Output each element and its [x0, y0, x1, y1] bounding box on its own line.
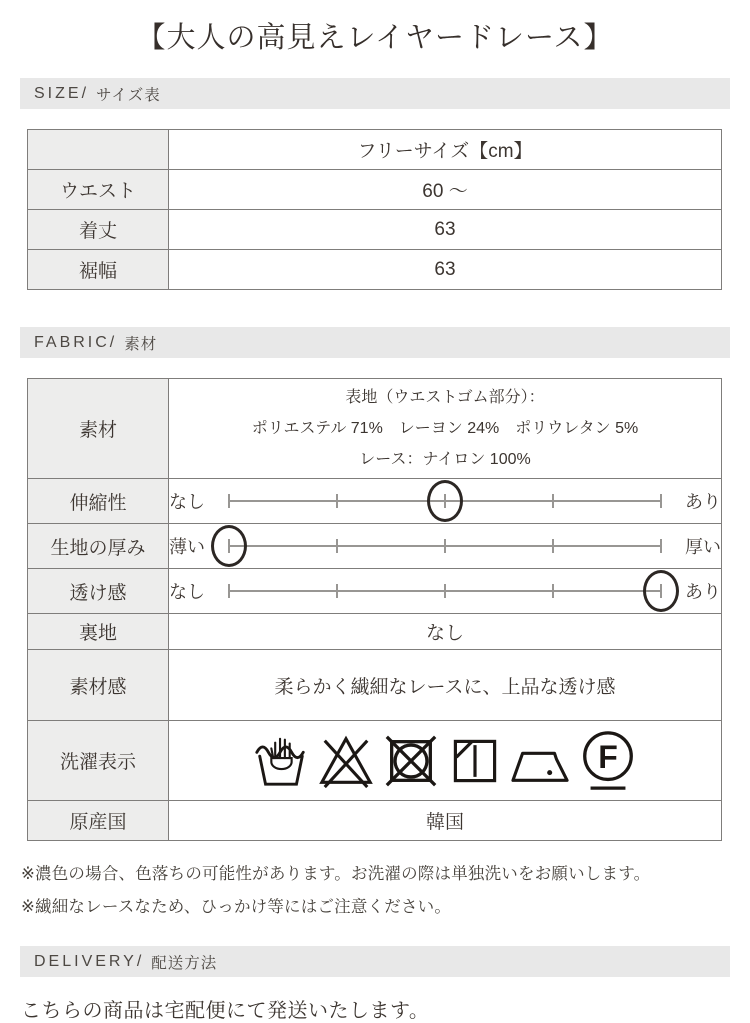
care-notes — [21, 858, 729, 924]
table-row — [28, 250, 722, 290]
table-row — [28, 569, 722, 614]
sheerness-scale — [169, 569, 721, 613]
material-line-3: レース：ナイロン 100% — [359, 451, 531, 469]
note-line-2: ※繊細なレースなため、ひっかけ等にはご注意ください。 — [21, 898, 452, 917]
section-header-fabric — [20, 327, 730, 358]
do-not-bleach-icon — [317, 732, 375, 790]
thickness-scale — [169, 524, 721, 568]
scale-marker-circle-icon — [427, 480, 463, 522]
scale-min-label: なし — [169, 582, 205, 603]
fabric-row-stretch-label: 伸縮性 — [28, 479, 169, 524]
section-header-fabric-en: FABRIC/ — [34, 333, 118, 351]
scale-max-label: 厚い — [685, 537, 721, 558]
iron-low-heat-icon — [510, 732, 570, 790]
table-row — [28, 170, 722, 210]
material-line-1: 表地（ウエストゴム部分）： — [345, 388, 545, 406]
table-row — [28, 721, 722, 801]
section-header-fabric-ja: 素材 — [124, 335, 158, 353]
fabric-row-stretch-scale — [169, 479, 722, 524]
scale-min-label: なし — [169, 492, 205, 513]
section-header-size-ja: サイズ表 — [96, 86, 161, 104]
hand-wash-icon — [252, 732, 310, 790]
size-row-hem-value: 63 — [169, 250, 722, 290]
size-table — [27, 129, 722, 290]
fabric-row-texture-value: 柔らかく繊細なレースに、上品な透け感 — [169, 650, 722, 721]
scale-marker-circle-icon — [211, 525, 247, 567]
laundry-symbols — [169, 729, 721, 793]
material-line-2: ポリエステル 71% レーヨン 24% ポリウレタン 5% — [251, 420, 639, 438]
fabric-row-thickness-label: 生地の厚み — [28, 524, 169, 569]
note-line-1: ※濃色の場合、色落ちの可能性があります。お洗濯の際は単独洗いをお願いします。 — [21, 865, 651, 884]
table-row — [28, 524, 722, 569]
scale-track — [229, 524, 661, 568]
fabric-row-care-label: 洗濯表示 — [28, 721, 169, 801]
fabric-row-sheerness-label: 透け感 — [28, 569, 169, 614]
svg-text:F: F — [597, 738, 618, 775]
table-row — [28, 650, 722, 721]
size-row-length-label: 着丈 — [28, 210, 169, 250]
section-header-delivery-ja: 配送方法 — [151, 954, 218, 972]
hang-dry-in-shade-icon — [447, 733, 503, 789]
scale-max-label: あり — [685, 582, 721, 603]
fabric-row-thickness-scale — [169, 524, 722, 569]
fabric-row-origin-value: 韓国 — [169, 801, 722, 841]
table-row — [28, 614, 722, 650]
stretch-scale — [169, 479, 721, 523]
dry-clean-petroleum-mild-icon — [577, 729, 639, 793]
scale-track — [229, 569, 661, 613]
section-header-delivery-en: DELIVERY/ — [34, 952, 145, 970]
scale-marker-circle-icon — [643, 570, 679, 612]
table-row — [28, 801, 722, 841]
section-header-delivery — [20, 946, 730, 977]
fabric-row-origin-label: 原産国 — [28, 801, 169, 841]
size-row-waist-label: ウエスト — [28, 170, 169, 210]
size-table-corner-cell — [28, 130, 169, 170]
fabric-row-material-value — [169, 379, 722, 479]
table-row — [28, 479, 722, 524]
delivery-description: こちらの商品は宅配便にて発送いたします。 — [21, 1000, 430, 1023]
fabric-row-care-symbols — [169, 721, 722, 801]
fabric-row-lining-value: なし — [169, 614, 722, 650]
size-row-length-value: 63 — [169, 210, 722, 250]
fabric-table — [27, 378, 722, 841]
size-row-hem-label: 裾幅 — [28, 250, 169, 290]
scale-max-label: あり — [685, 492, 721, 513]
do-not-tumble-dry-icon — [382, 732, 440, 790]
fabric-row-sheerness-scale — [169, 569, 722, 614]
table-row — [28, 379, 722, 479]
size-table-column-header: フリーサイズ【cm】 — [169, 130, 722, 170]
section-header-size-en: SIZE/ — [34, 84, 90, 102]
page-title: 【大人の高見えレイヤードレース】 — [136, 22, 614, 54]
fabric-row-lining-label: 裏地 — [28, 614, 169, 650]
size-table-header-row — [28, 130, 722, 170]
size-row-waist-value: 60 ～ — [169, 170, 722, 210]
scale-track — [229, 479, 661, 523]
fabric-row-material-label: 素材 — [28, 379, 169, 479]
table-row — [28, 210, 722, 250]
scale-min-label: 薄い — [169, 537, 205, 558]
fabric-row-texture-label: 素材感 — [28, 650, 169, 721]
section-header-size — [20, 78, 730, 109]
